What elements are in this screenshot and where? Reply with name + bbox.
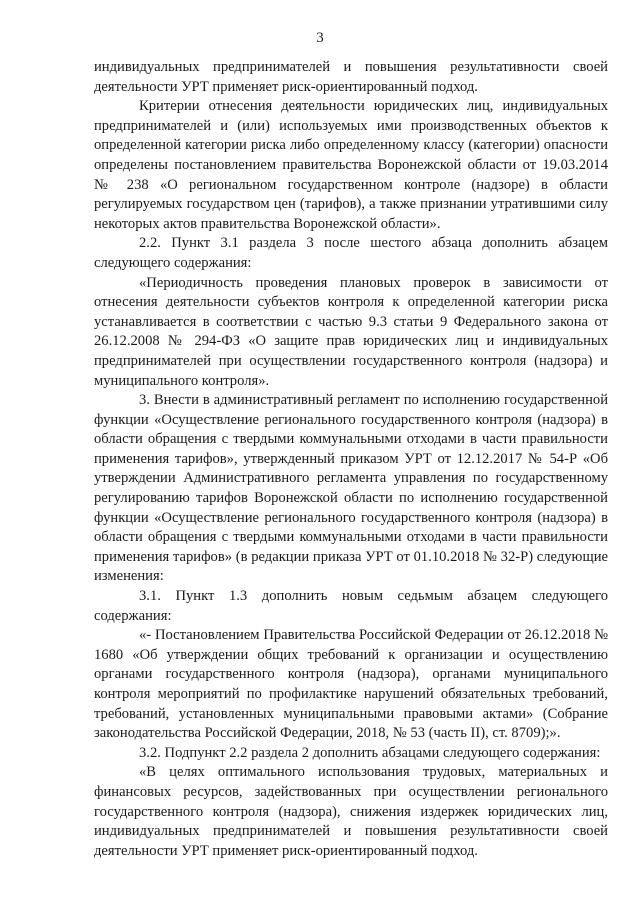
paragraph-item-3: 3. Внести в административный регламент по исполнению государственной функции «Осуществление регионального государственного контроля (надзора) в области обращения с твердыми коммунальными отходами в части правильности применения тарифов», утвержденный приказом УРТ от 12.12.2017 № 54-Р «Об утверждении Административного регламента управления по государственному регулированию тарифов Воронежской области по исполнению государственной функции «Осуществление регионального государственного контроля (надзора) в области обращения с твердыми коммунальными отходами в части правильности применения тарифов» (в редакции приказа УРТ от 01.10.2018 № 32-Р) следующие изменения:: [94, 392, 608, 585]
paragraph-item-2-2: 2.2. Пункт 3.1 раздела 3 после шестого абзаца дополнить абзацем следующего содержания:: [94, 235, 608, 271]
paragraph-continuation: индивидуальных предпринимателей и повышения результативности своей деятельности УРТ применяет риск-ориентированный подход.: [94, 59, 608, 95]
paragraph-item-3-2: 3.2. Подпункт 2.2 раздела 2 дополнить абзацами следующего содержания:: [139, 744, 601, 761]
paragraph-risk-criteria: Критерии отнесения деятельности юридических лиц, индивидуальных предпринимателей и (или) используемых ими производственных объектов к определенной категории риска либо определенному классу (категории) опасности определены постановлением правительства Воронежской области от 19.03.2014 № 238 «О региональном государственном контроле (надзоре) в области регулируемых государством цен (тарифов), а также признании утратившими силу некоторых актов правительства Воронежской области».: [94, 98, 608, 232]
document-body: [94, 58, 608, 861]
paragraph-inspection-frequency: «Периодичность проведения плановых проверок в зависимости от отнесения деятельности субъектов контроля к определенной категории риска устанавливается в соответствии с частью 9.3 статьи 9 Федерального закона от 26.12.2008 № 294-ФЗ «О защите прав юридических лиц и индивидуальных предпринимателей при осуществлении государственного контроля (надзора) и муниципального контроля».: [94, 274, 608, 389]
paragraph-government-decree: «- Постановлением Правительства Российской Федерации от 26.12.2018 № 1680 «Об утверждении общих требований к организации и осуществлению органами государственного контроля (надзора), органами муниципального контроля мероприятий по профилактике нарушений обязательных требований, требований, установленных муниципальными правовыми актами» (Собрание законодательства Российской Федерации, 2018, № 53 (часть II), ст. 8709);».: [94, 627, 608, 742]
page-number: 3: [316, 30, 324, 46]
paragraph-risk-approach: «В целях оптимального использования трудовых, материальных и финансовых ресурсов, задействованных при осуществлении регионального государственного контроля (надзора), снижения издержек юридических лиц, индивидуальных предпринимателей и повышения результативности своей деятельности УРТ применяет риск-ориентированный подход.: [94, 764, 608, 859]
paragraph-item-3-1: 3.1. Пункт 1.3 дополнить новым седьмым абзацем следующего содержания:: [94, 588, 608, 624]
